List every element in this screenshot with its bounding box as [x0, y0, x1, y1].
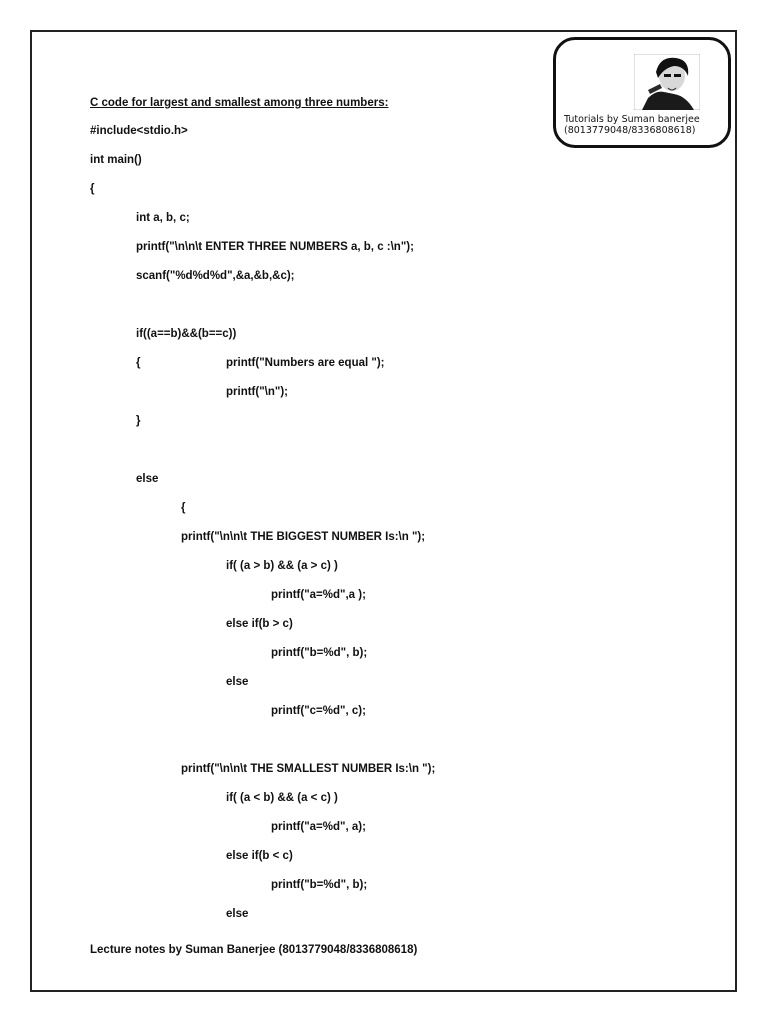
code-line: {: [136, 357, 141, 369]
code-line: printf("a=%d",a );: [271, 589, 366, 601]
code-line: scanf("%d%d%d",&a,&b,&c);: [136, 270, 295, 282]
author-badge: [553, 37, 731, 148]
code-line: if( (a < b) && (a < c) ): [226, 792, 338, 804]
badge-caption: [564, 114, 700, 136]
code-line: if((a==b)&&(b==c)): [136, 328, 237, 340]
code-line: int a, b, c;: [136, 212, 190, 224]
code-line: {: [181, 502, 186, 514]
code-line: printf("Numbers are equal ");: [226, 357, 385, 369]
code-line: printf("\n");: [226, 386, 288, 398]
badge-line-2: (8013779048/8336808618): [564, 125, 696, 136]
code-line: printf("a=%d", a);: [271, 821, 366, 833]
portrait-photo-icon: [634, 54, 700, 110]
code-line: printf("\n\n\t ENTER THREE NUMBERS a, b, c :\n");: [136, 241, 414, 253]
code-line: printf("\n\n\t THE SMALLEST NUMBER Is:\n ");: [181, 763, 436, 775]
code-line: else if(b > c): [226, 618, 293, 630]
code-line: else: [136, 473, 159, 485]
code-line: else: [226, 908, 249, 920]
code-line: printf("b=%d", b);: [271, 879, 368, 891]
code-line: printf("\n\n\t THE BIGGEST NUMBER Is:\n ");: [181, 531, 426, 543]
document-page: [30, 30, 737, 992]
code-line: printf("c=%d", c);: [271, 705, 366, 717]
badge-line-1: Tutorials by Suman banerjee: [564, 114, 700, 125]
code-line: if( (a > b) && (a > c) ): [226, 560, 338, 572]
code-line: }: [136, 415, 141, 427]
code-line: printf("b=%d", b);: [271, 647, 368, 659]
code-line: else if(b < c): [226, 850, 293, 862]
code-line: {: [90, 183, 95, 195]
footer-note: Lecture notes by Suman Banerjee (8013779048/8336808618): [90, 944, 418, 956]
code-line: int main(): [90, 154, 142, 166]
code-line: #include<stdio.h>: [90, 125, 188, 137]
code-line: else: [226, 676, 249, 688]
document-title: C code for largest and smallest among three numbers:: [90, 97, 389, 109]
